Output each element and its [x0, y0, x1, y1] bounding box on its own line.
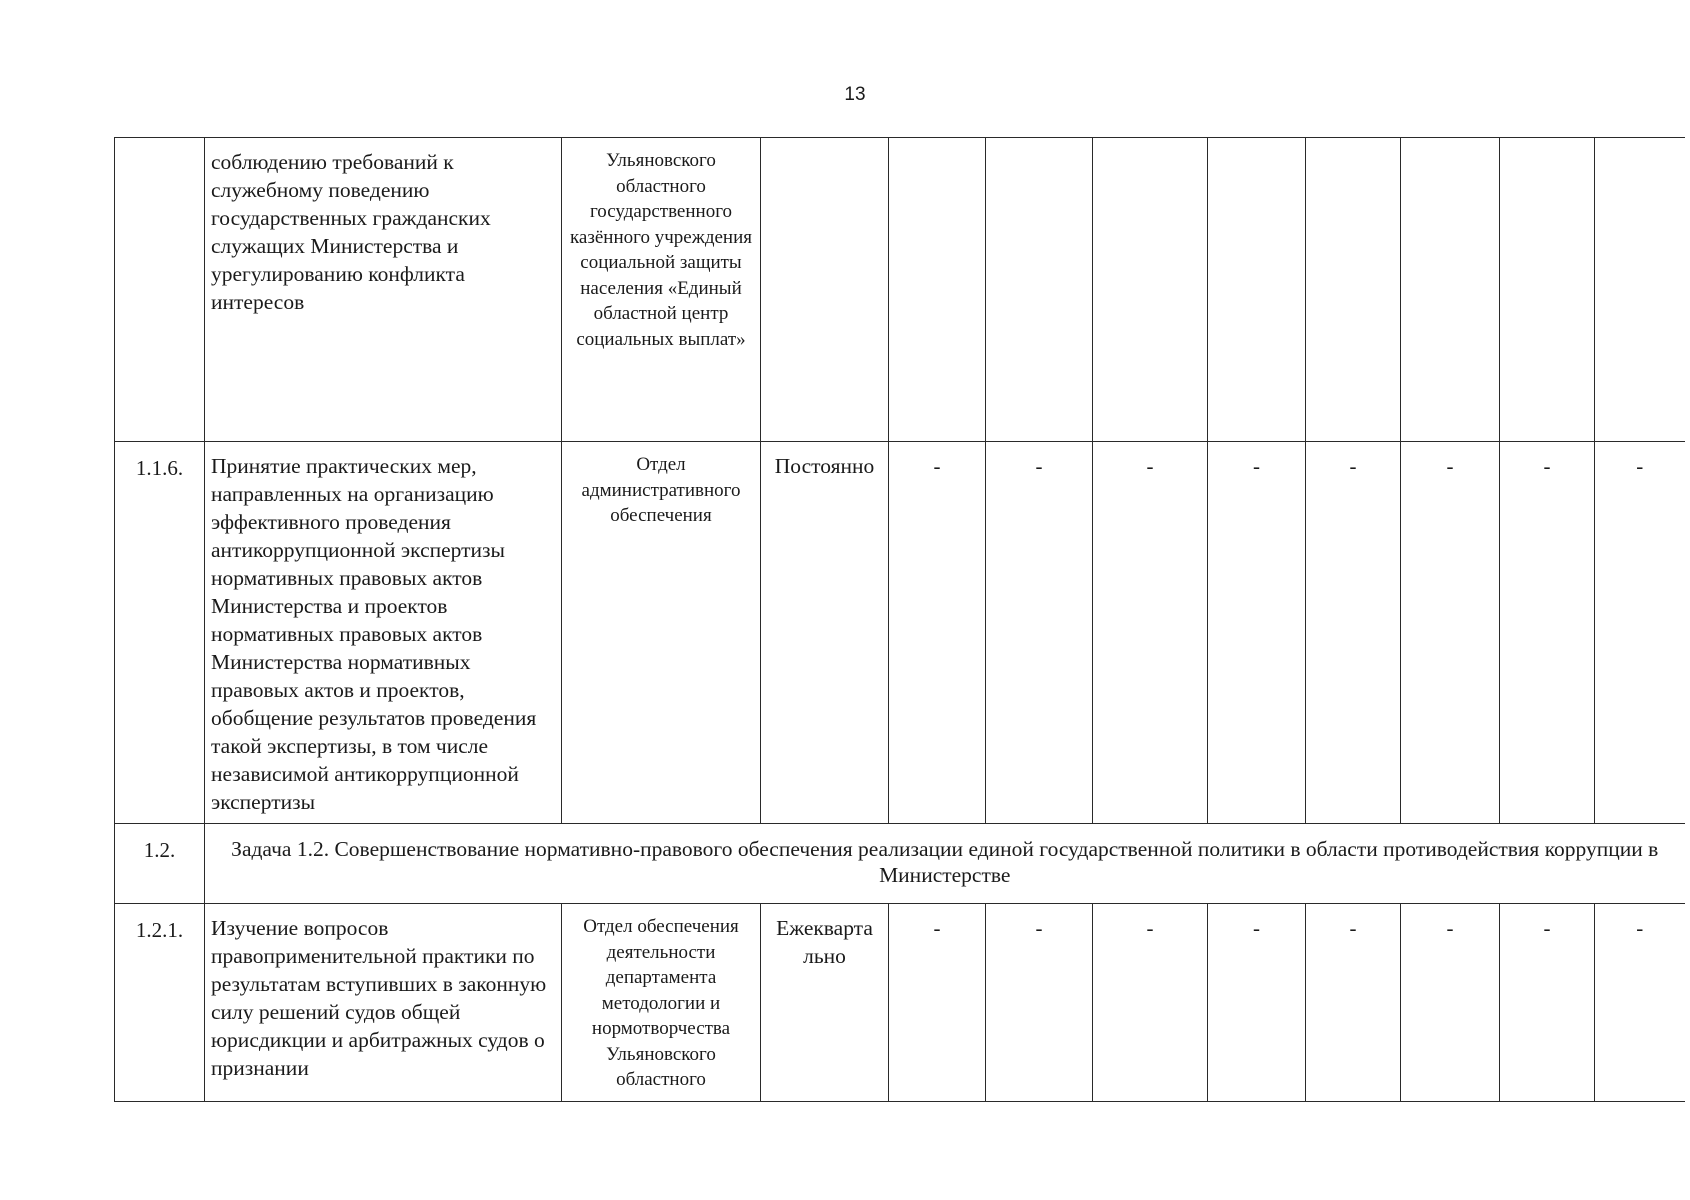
funding-value: -: [889, 442, 986, 824]
funding-value: -: [986, 442, 1093, 824]
funding-value: -: [1306, 442, 1401, 824]
funding-value: -: [986, 904, 1093, 1102]
task-row: [115, 824, 1685, 904]
responsible-executor: Ульяновского областного государственного казённого учреждения социальной защиты населения «Единый областной центр социальных выплат»: [562, 138, 761, 442]
funding-value: [1093, 138, 1208, 442]
responsible-executor: Отдел обеспечения деятельности департамента методологии и нормотворчества Ульяновского областного: [562, 904, 761, 1102]
task-heading: Задача 1.2. Совершенствование нормативно-правового обеспечения реализации единой государственной политики в области противодействия коррупции в Министерстве: [205, 824, 1685, 904]
row-number: [115, 138, 205, 442]
funding-value: -: [1401, 904, 1500, 1102]
responsible-executor: Отдел административного обеспечения: [562, 442, 761, 824]
funding-value: -: [1401, 442, 1500, 824]
funding-value: -: [1306, 904, 1401, 1102]
funding-value: -: [1093, 904, 1208, 1102]
funding-value: -: [1595, 442, 1685, 824]
funding-value: -: [889, 904, 986, 1102]
page-number: 13: [844, 84, 866, 105]
table-row: [115, 442, 1685, 824]
funding-value: [889, 138, 986, 442]
measure-description: соблюдению требований к служебному поведению государственных гражданских служащих Министерства и урегулированию конфликта интересов: [205, 138, 562, 442]
measure-description: Изучение вопросов правоприменительной практики по результатам вступивших в законную силу решений судов общей юрисдикции и арбитражных судов о признании: [205, 904, 562, 1102]
execution-term: Ежекварта льно: [761, 904, 889, 1102]
funding-value: -: [1208, 442, 1306, 824]
measure-description: Принятие практических мер, направленных на организацию эффективного проведения антикоррупционной экспертизы нормативных правовых актов Министерства и проектов нормативных правовых актов Министерства нормативных правовых актов и проектов, обобщение результатов проведения такой экспертизы, в том числе независимой антикоррупционной экспертизы: [205, 442, 562, 824]
funding-value: -: [1595, 904, 1685, 1102]
funding-value: [1500, 138, 1595, 442]
table-row: [115, 138, 1685, 442]
execution-term: Постоянно: [761, 442, 889, 824]
row-number: 1.2.: [115, 824, 205, 904]
row-number: 1.2.1.: [115, 904, 205, 1102]
funding-value: [1208, 138, 1306, 442]
funding-value: [986, 138, 1093, 442]
funding-value: -: [1500, 904, 1595, 1102]
row-number: 1.1.6.: [115, 442, 205, 824]
funding-value: [1401, 138, 1500, 442]
table-row: [115, 904, 1685, 1102]
funding-value: -: [1500, 442, 1595, 824]
action-plan-table: [114, 137, 1685, 1102]
execution-term: [761, 138, 889, 442]
funding-value: [1595, 138, 1685, 442]
funding-value: -: [1208, 904, 1306, 1102]
funding-value: -: [1093, 442, 1208, 824]
funding-value: [1306, 138, 1401, 442]
